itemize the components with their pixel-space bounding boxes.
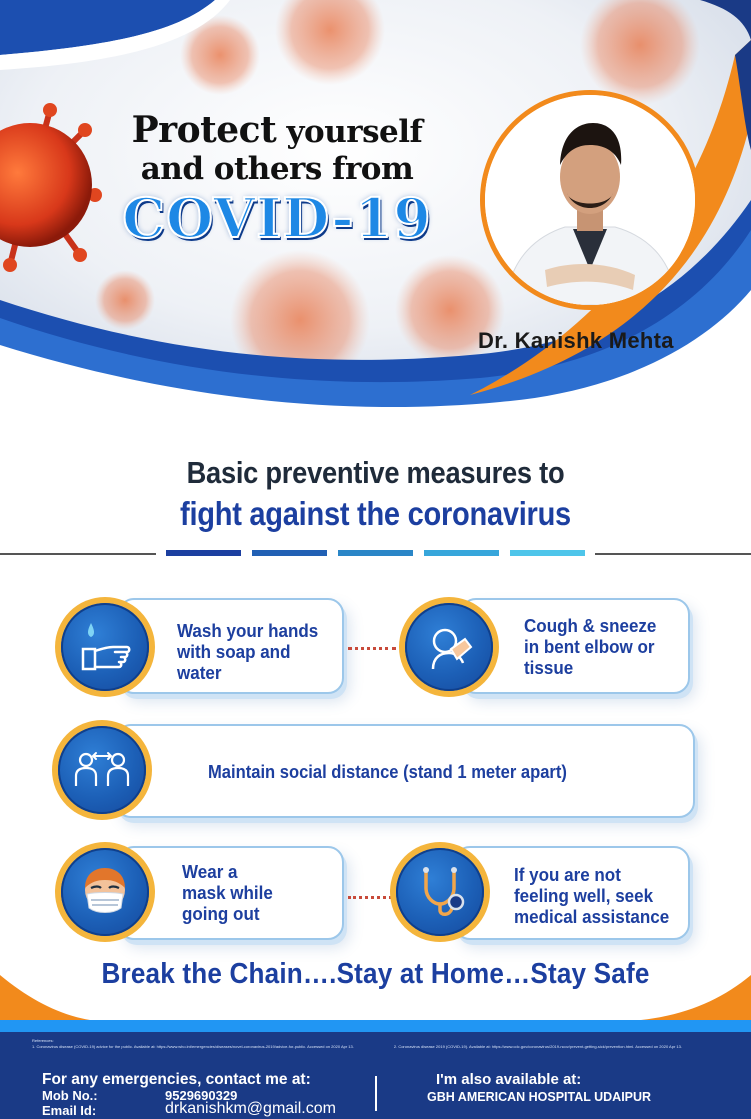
measure-line: Wash your hands [177,620,319,641]
face-mask-icon [77,864,133,920]
measure-line: tissue [524,657,574,678]
email-row [42,1103,96,1118]
contact-title: For any emergencies, contact me at: [42,1071,311,1088]
hero-banner [0,0,751,430]
measure-badge-wash-hands [55,597,155,697]
segment-4 [424,550,499,556]
hand-wash-icon [77,619,133,675]
measure-badge-social-distance [52,720,152,820]
measure-badge-medical [390,842,490,942]
measure-text-social-distance [208,762,567,783]
measure-line: mask while [182,882,273,903]
measure-badge-cough [399,597,499,697]
measure-badge-mask [55,842,155,942]
measure-text-wash-hands [177,620,318,683]
hero-title [112,109,442,250]
measure-line: If you are not [514,864,621,885]
stethoscope-icon [412,864,468,920]
section-heading [0,455,751,533]
social-distance-icon [72,742,132,798]
measure-line: in bent elbow or [524,636,655,657]
measure-text-cough [524,615,656,678]
title-word-yourself: yourself [286,114,423,150]
doctor-portrait-icon [485,95,695,305]
mobile-label: Mob No.: [42,1088,98,1103]
doctor-photo [480,90,700,310]
connector-dots-bottom [348,896,392,899]
segment-2 [252,550,327,556]
heading-line-2: fight against the coronavirus [180,495,571,532]
segment-3 [338,550,413,556]
measure-line: with soap and [177,641,291,662]
reference-1: 1. Coronavirus disease (COVID-19) advice for the public. Available at: https://www.who.int/emergencies/diseases/novel-coronavirus-2019/advice-for-public. Accessed on 2020 Apr 13. [32,1044,354,1049]
segment-1 [166,550,241,556]
measure-line: water [177,662,222,683]
measure-line: feeling well, seek [514,885,654,906]
references [32,1038,722,1050]
cough-elbow-icon [421,619,477,675]
hospital-name: GBH AMERICAN HOSPITAL UDAIPUR [427,1090,652,1104]
mobile-row [42,1088,98,1103]
segment-5 [510,550,585,556]
measure-text-mask [182,861,273,924]
title-word-protect: Protect [131,109,277,151]
doctor-name: Dr. Kanishk Mehta [478,328,674,353]
title-line-2: and others from [140,151,414,187]
heading-line-1: Basic preventive measures to [186,455,565,490]
measure-line: Cough & sneeze [524,615,657,636]
measure-line: Wear a [182,861,238,882]
mobile-number[interactable]: 9529690329 [165,1088,238,1103]
references-label: References: [32,1038,54,1043]
availability-title: I'm also available at: [436,1071,582,1088]
email-address[interactable]: drkanishkm@gmail.com [165,1100,336,1117]
footer-top-stripe [0,1020,751,1032]
footer-divider [375,1076,377,1111]
reference-2: 2. Coronavirus disease 2019 (COVID-19). Available at: https://www.cdc.gov/coronavirus/2019-ncov/prevent-getting-sick/prevention.html. Accessed on 2020 Apr 13. [393,1044,682,1049]
tagline: Break the Chain….Stay at Home…Stay Safe [101,958,650,990]
color-segment-bar [156,550,595,556]
email-label: Email Id: [42,1103,97,1118]
measure-line: Maintain social distance (stand 1 meter apart) [208,762,567,782]
connector-dots-top [348,647,396,650]
covid-19-wordmark: COVID-19 [122,186,432,250]
measure-text-medical [514,864,669,927]
measure-line: going out [182,903,260,924]
measure-line: medical assistance [514,906,670,927]
